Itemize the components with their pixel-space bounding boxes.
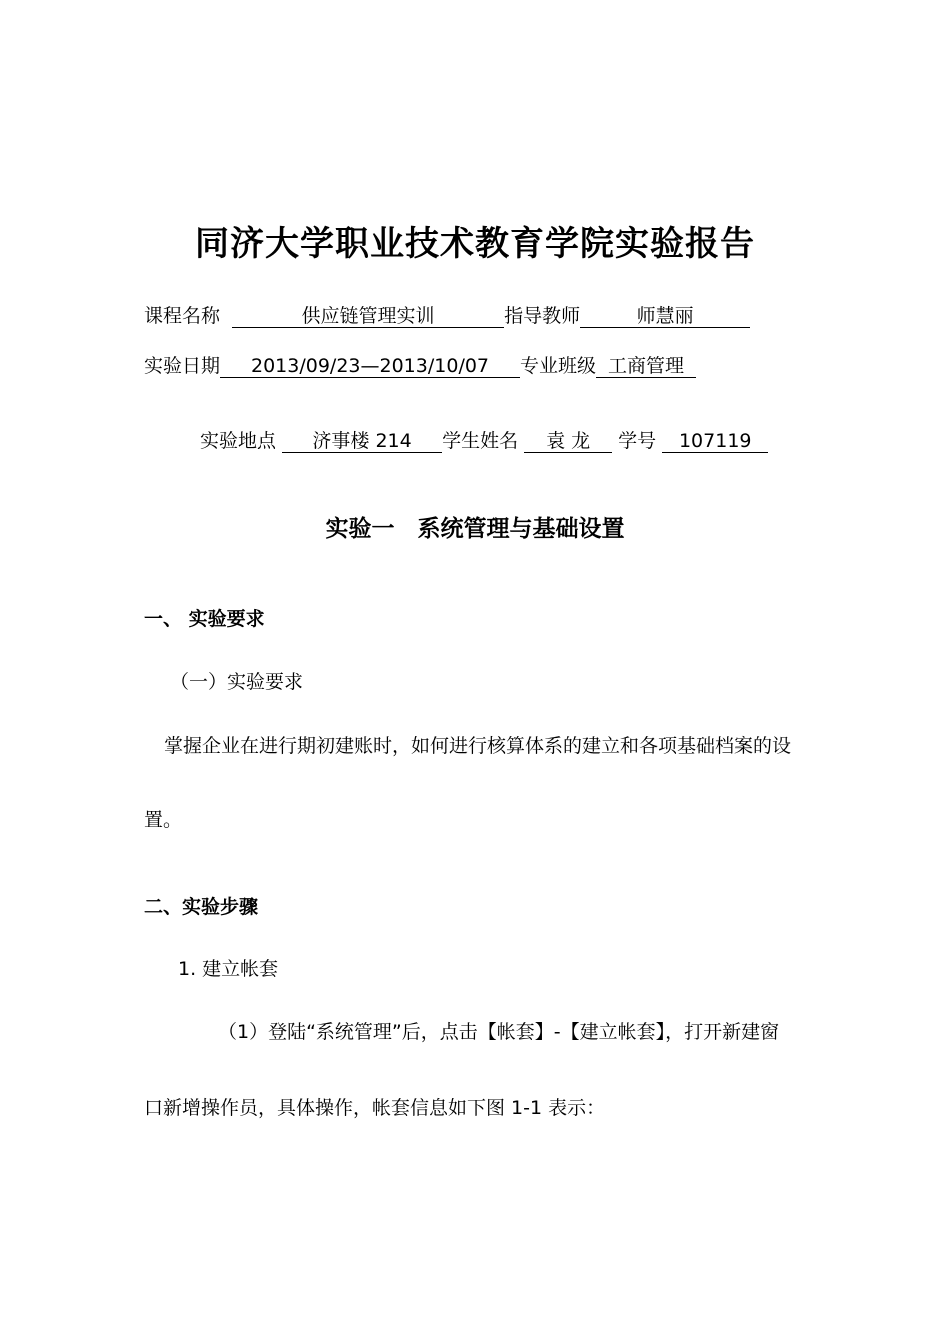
date-label: 实验日期 [144,355,221,377]
place-value: 济事楼 214 [282,430,442,453]
info-row-date [144,354,696,378]
section1-paragraph-line1: 掌握企业在进行期初建账时，如何进行核算体系的建立和各项基础档案的设 [164,735,792,757]
id-label: 学号 [618,430,657,452]
course-value: 供应链管理实训 [232,305,504,328]
section1-paragraph-line2: 置。 [144,809,183,831]
section2-heading: 二、实验步骤 [144,896,259,918]
report-title: 同济大学职业技术教育学院实验报告 [195,224,755,264]
info-row-course [144,304,750,328]
step-1-heading: 1. 建立帐套 [178,958,279,980]
id-value: 107119 [662,430,768,453]
date-value: 2013/09/23—2013/10/07 [220,355,520,378]
class-label: 专业班级 [520,355,597,377]
class-value: 工商管理 [596,355,696,378]
teacher-value: 师慧丽 [580,305,750,328]
place-label: 实验地点 [200,430,277,452]
course-label: 课程名称 [144,305,221,327]
step-1-1-line2: 口新增操作员，具体操作，帐套信息如下图 1-1 表示： [144,1097,606,1119]
experiment-title: 实验一 系统管理与基础设置 [325,516,625,542]
section1-heading: 一、 实验要求 [144,608,265,630]
section1-subheading: （一）实验要求 [170,671,304,693]
teacher-label: 指导教师 [504,305,581,327]
info-row-place [200,429,768,453]
student-label: 学生姓名 [442,430,519,452]
student-value: 袁 龙 [524,430,612,453]
step-1-1-line1: （1）登陆“系统管理”后，点击【帐套】-【建立帐套】，打开新建窗 [218,1021,780,1043]
